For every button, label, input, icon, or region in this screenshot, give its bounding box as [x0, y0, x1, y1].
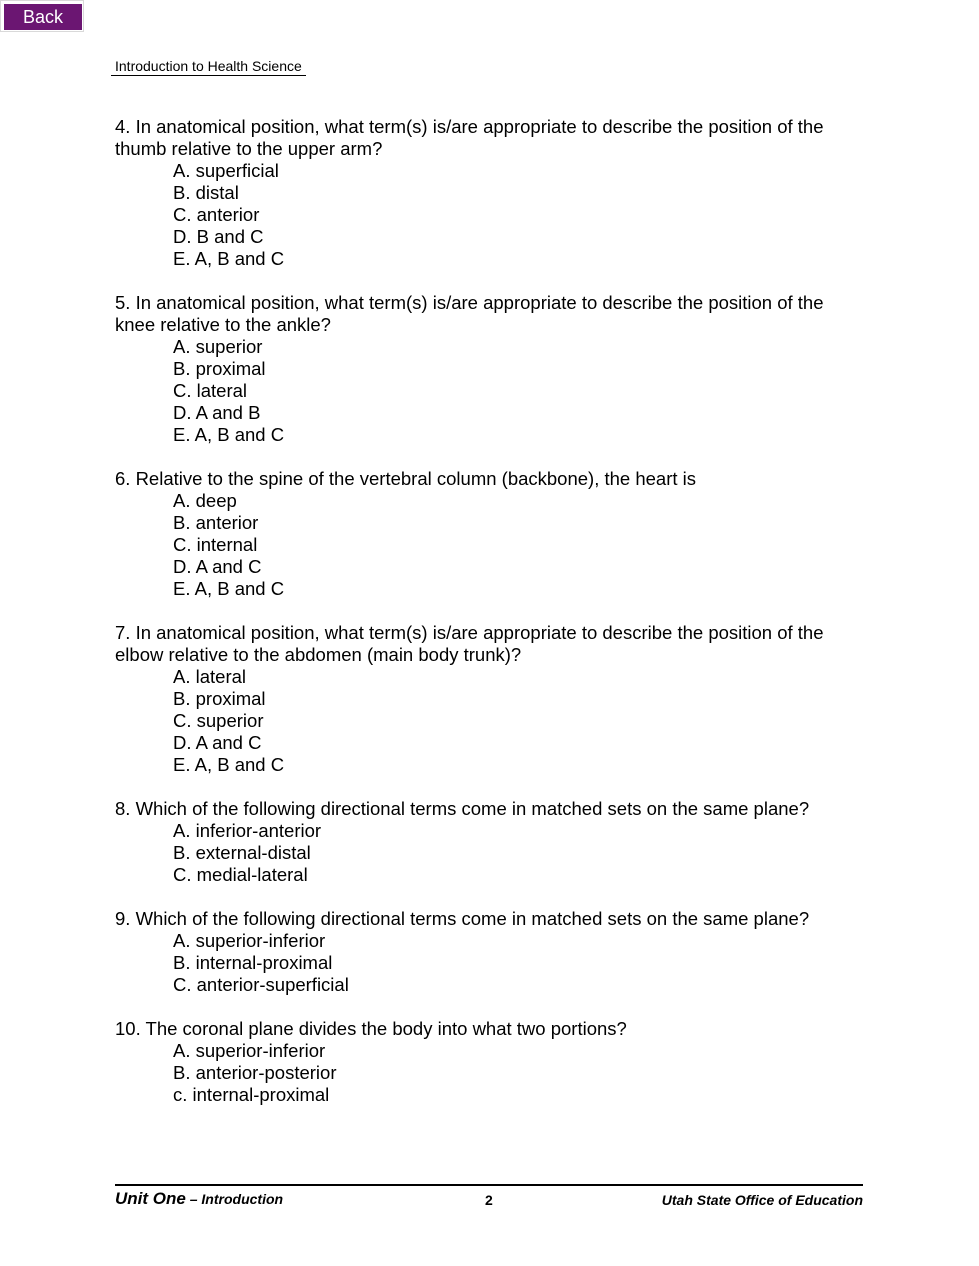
question-text: 6. Relative to the spine of the vertebral column (backbone), the heart is — [115, 468, 697, 489]
footer-page-number: 2 — [485, 1192, 493, 1208]
answer-options — [115, 666, 865, 776]
question-item — [115, 292, 865, 446]
question-text: 9. Which of the following directional terms come in matched sets on the same plane? — [115, 908, 810, 929]
answer-option: B. anterior — [173, 512, 259, 533]
answer-option: A. superior — [173, 336, 263, 357]
page-footer — [115, 1184, 863, 1212]
answer-option: D. A and C — [173, 556, 262, 577]
footer-publisher: Utah State Office of Education — [661, 1192, 863, 1208]
answer-options — [115, 490, 865, 600]
answer-option: C. anterior-superficial — [173, 974, 349, 995]
answer-option: E. A, B and C — [173, 424, 285, 445]
question-text: 5. In anatomical position, what term(s) is/are appropriate to describe the position of the knee relative to the ankle? — [115, 292, 824, 335]
question-item — [115, 622, 865, 776]
question-item — [115, 1018, 865, 1106]
answer-option: E. A, B and C — [173, 248, 285, 269]
footer-unit — [115, 1189, 283, 1209]
answer-option: B. internal-proximal — [173, 952, 333, 973]
footer-unit-name: Unit One — [115, 1189, 186, 1208]
answer-option: A. superior-inferior — [173, 1040, 326, 1061]
answer-option: C. internal — [173, 534, 258, 555]
answer-options — [115, 820, 865, 886]
question-item — [115, 798, 865, 886]
answer-option: E. A, B and C — [173, 578, 285, 599]
answer-option: C. lateral — [173, 380, 248, 401]
answer-option: A. superior-inferior — [173, 930, 326, 951]
back-button-frame — [0, 0, 84, 32]
answer-option: A. inferior-anterior — [173, 820, 322, 841]
question-text: 7. In anatomical position, what term(s) is/are appropriate to describe the position of the elbow relative to the abdomen (main body trunk)? — [115, 622, 824, 665]
answer-options — [115, 336, 865, 446]
question-item — [115, 116, 865, 270]
footer-section-name: – Introduction — [185, 1191, 284, 1207]
back-button[interactable]: Back — [4, 4, 82, 30]
answer-option: B. distal — [173, 182, 239, 203]
page-header-title: Introduction to Health Science — [111, 58, 306, 76]
answer-option: A. superficial — [173, 160, 279, 181]
question-text: 10. The coronal plane divides the body into what two portions? — [115, 1018, 627, 1039]
answer-option: D. B and C — [173, 226, 264, 247]
answer-option: B. anterior-posterior — [173, 1062, 337, 1083]
answer-options — [115, 160, 865, 270]
answer-option: B. external-distal — [173, 842, 311, 863]
question-list — [115, 116, 865, 1128]
question-item — [115, 908, 865, 996]
question-text: 4. In anatomical position, what term(s) is/are appropriate to describe the position of the thumb relative to the upper arm? — [115, 116, 824, 159]
answer-option: D. A and C — [173, 732, 262, 753]
answer-options — [115, 930, 865, 996]
answer-option: C. medial-lateral — [173, 864, 308, 885]
answer-options — [115, 1040, 865, 1106]
question-item — [115, 468, 865, 600]
answer-option: c. internal-proximal — [173, 1084, 330, 1105]
answer-option: B. proximal — [173, 688, 266, 709]
answer-option: D. A and B — [173, 402, 261, 423]
answer-option: E. A, B and C — [173, 754, 285, 775]
question-text: 8. Which of the following directional terms come in matched sets on the same plane? — [115, 798, 810, 819]
answer-option: C. superior — [173, 710, 264, 731]
answer-option: A. deep — [173, 490, 237, 511]
answer-option: C. anterior — [173, 204, 260, 225]
answer-option: B. proximal — [173, 358, 266, 379]
answer-option: A. lateral — [173, 666, 247, 687]
